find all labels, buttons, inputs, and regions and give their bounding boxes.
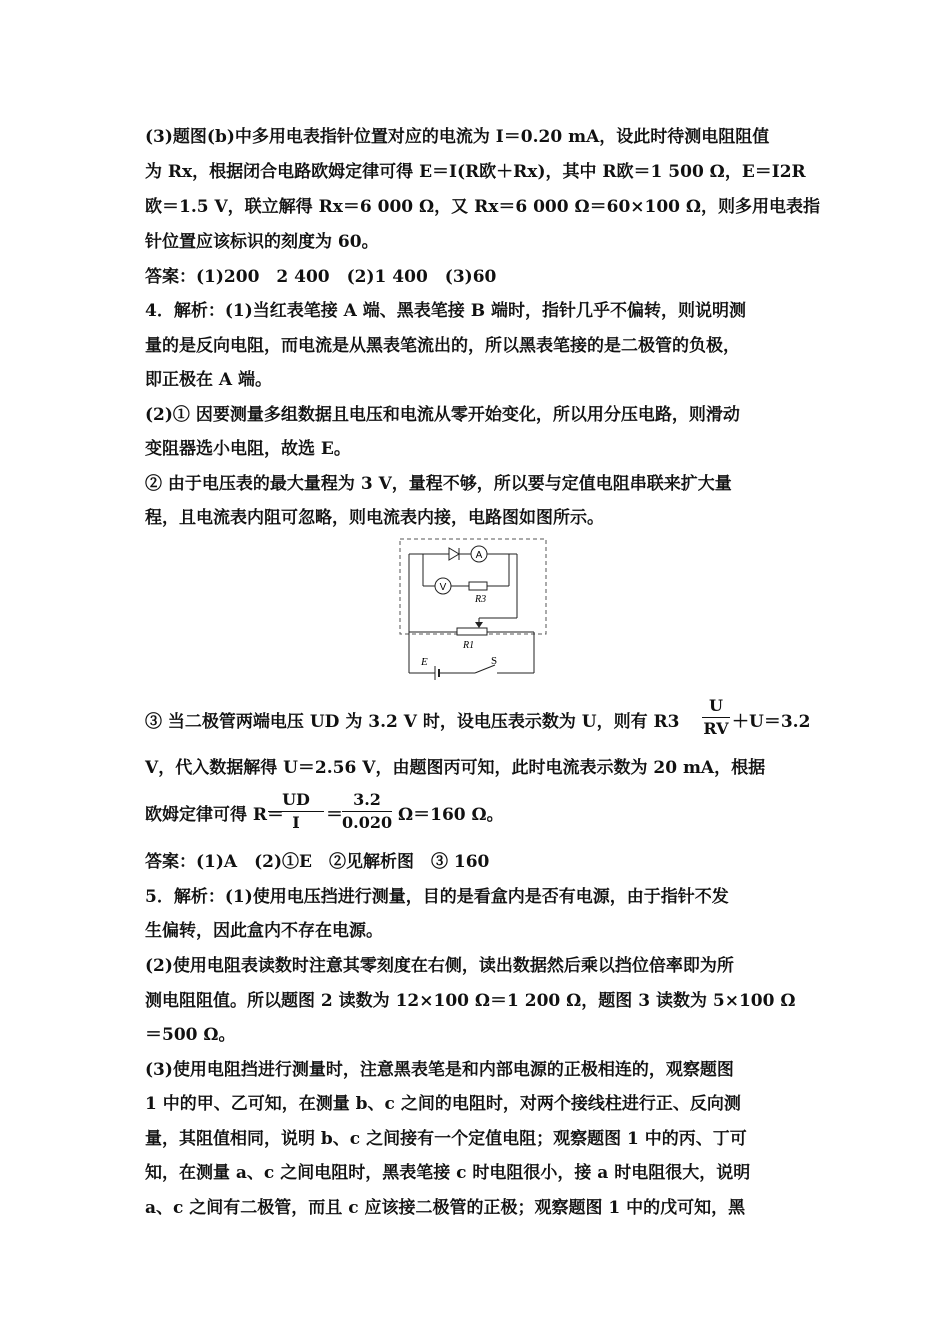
s-label: S	[491, 655, 498, 667]
fraction-u-over-rv	[702, 696, 730, 739]
text-line: (2)① 因要测量多组数据且电压和电流从零开始变化，所以用分压电路，则滑动	[145, 405, 740, 425]
fraction-bar	[268, 811, 324, 812]
fraction-numerator: UD	[282, 790, 310, 809]
circuit-diagram	[399, 538, 549, 680]
text-line: 量，其阻值相同，说明 b、c 之间接有一个定值电阻；观察题图 1 中的丙、丁可	[145, 1129, 747, 1149]
text-line: (2)使用电阻表读数时注意其零刻度在右侧，读出数据然后乘以挡位倍率即为所	[145, 956, 734, 976]
answer-line: 答案：(1)A (2)①E ②见解析图 ③ 160	[145, 852, 490, 872]
fraction-denominator: I	[292, 813, 300, 832]
text-line: 即正极在 A 端。	[145, 370, 273, 390]
text-line: 为 Rx，根据闭合电路欧姆定律可得 E＝I(R欧＋Rx)，其中 R欧＝1 500 Ω，E＝I2R	[145, 162, 806, 182]
diode-icon	[449, 548, 459, 560]
fraction-numerator: U	[709, 696, 723, 715]
text-line: 量的是反向电阻，而电流是从黑表笔流出的，所以黑表笔接的是二极管的负极，	[145, 336, 740, 356]
text-line: 程，且电流表内阻可忽略，则电流表内接，电路图如图所示。	[145, 508, 604, 528]
fraction-bar	[702, 717, 730, 718]
text-line: 欧姆定律可得 R＝	[145, 805, 285, 825]
text-line: (3)使用电阻挡进行测量时，注意黑表笔是和内部电源的正极相连的，观察题图	[145, 1060, 734, 1080]
text-line: ＝500 Ω。	[145, 1025, 236, 1045]
text-line: 针位置应该标识的刻度为 60。	[145, 232, 379, 252]
text-line: ＝	[326, 805, 343, 825]
text-line: Ω＝160 Ω。	[398, 805, 504, 825]
text-line: ③ 当二极管两端电压 UD 为 3.2 V 时，设电压表示数为 U，则有 R3	[145, 712, 680, 732]
rheostat-r1-icon	[457, 628, 487, 635]
text-line: ② 由于电压表的最大量程为 3 V，量程不够，所以要与定值电阻串联来扩大量	[145, 474, 732, 494]
text-line: 5．解析：(1)使用电压挡进行测量，目的是看盒内是否有电源，由于指针不发	[145, 887, 729, 907]
fraction-denominator: RV	[703, 719, 729, 738]
fraction-ud-over-i	[268, 790, 324, 833]
text-line: 生偏转，因此盒内不存在电源。	[145, 921, 383, 941]
resistor-r3-icon	[469, 582, 487, 590]
text-line: V，代入数据解得 U＝2.56 V，由题图丙可知，此时电流表示数为 20 mA，根据	[145, 758, 766, 778]
r3-label: R3	[475, 594, 487, 605]
text-line: 4．解析：(1)当红表笔接 A 端、黑表笔接 B 端时，指针几乎不偏转，则说明测	[145, 301, 746, 321]
text-line: 欧＝1.5 V，联立解得 Rx＝6 000 Ω，又 Rx＝6 000 Ω＝60×100 Ω，则多用电表指	[145, 197, 821, 217]
fraction-denominator: 0.020	[342, 813, 393, 832]
r1-label: R1	[463, 640, 475, 651]
text-line: 1 中的甲、乙可知，在测量 b、c 之间的电阻时，对两个接线柱进行正、反向测	[145, 1094, 741, 1114]
fraction-3.2-over-0.020	[342, 790, 392, 833]
text-line: 知，在测量 a、c 之间电阻时，黑表笔接 c 时电阻很小，接 a 时电阻很大，说明	[145, 1163, 751, 1183]
text-line: (3)题图(b)中多用电表指针位置对应的电流为 I＝0.20 mA，设此时待测电阻阻值	[145, 127, 770, 147]
text-line: ＋U＝3.2	[732, 712, 811, 732]
slider-arrow-icon	[475, 622, 483, 628]
ammeter-label: A	[475, 550, 483, 561]
text-line: 测电阻阻值。所以题图 2 读数为 12×100 Ω＝1 200 Ω，题图 3 读数为 5×100 Ω	[145, 991, 796, 1011]
e-label: E	[421, 656, 428, 668]
text-line: a、c 之间有二极管，而且 c 应该接二极管的正极；观察题图 1 中的戊可知，黑	[145, 1198, 746, 1218]
fraction-numerator: 3.2	[353, 790, 381, 809]
answer-line: 答案：(1)200 2 400 (2)1 400 (3)60	[145, 267, 497, 287]
text-line: 变阻器选小电阻，故选 E。	[145, 439, 351, 459]
voltmeter-label: V	[439, 582, 447, 593]
fraction-bar	[342, 811, 392, 812]
